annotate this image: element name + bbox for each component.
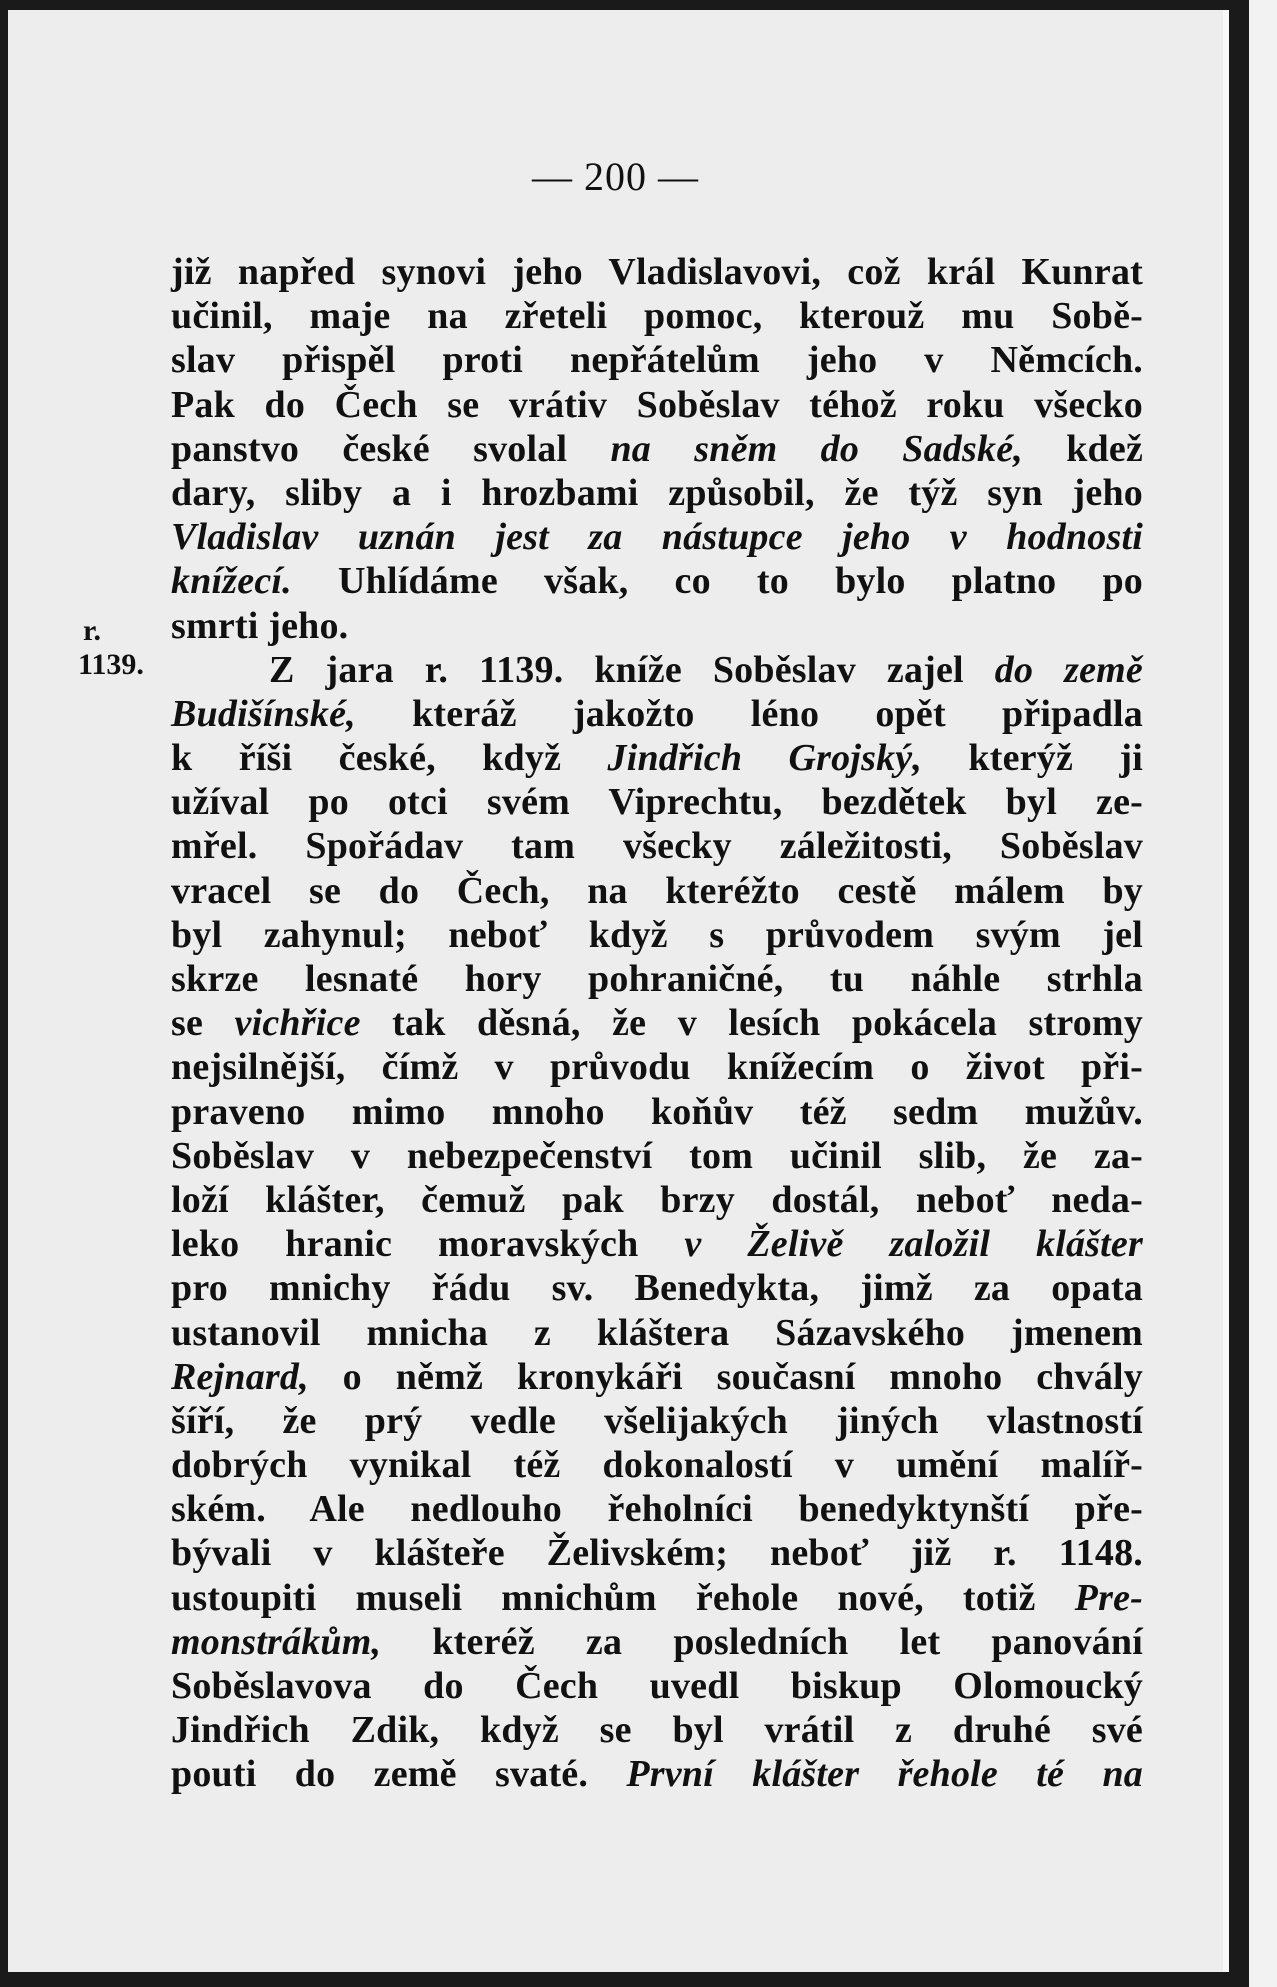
text-line xyxy=(171,383,1143,427)
text-span: dary, sliby a i hrozbami způsobil, že týž syn jeho xyxy=(171,471,1143,514)
italic-span: První klášter řehole té na xyxy=(626,1753,1143,1796)
text-span: mřel. Spořádav tam všecky záležitosti, Soběslav xyxy=(171,825,1143,868)
text-line xyxy=(171,1001,1143,1045)
text-span: kterýž ji xyxy=(922,737,1143,780)
text-span: Soběslav v nebezpečenství tom učinil slib, že za- xyxy=(171,1134,1143,1177)
text-line xyxy=(171,1222,1143,1266)
text-line xyxy=(171,1355,1143,1399)
text-span: kteréž za posledních let panování xyxy=(381,1620,1143,1663)
text-line xyxy=(171,1266,1143,1310)
text-span: praveno mimo mnoho koňův též sedm mužův. xyxy=(171,1090,1143,1133)
text-span: skrze lesnaté hory pohraničné, tu náhle strhla xyxy=(171,958,1143,1000)
text-span: Jindřich Zdik, když se byl vrátil z druhé své xyxy=(171,1709,1143,1752)
italic-span: Vladislav uznán jest za nástupce jeho v hodnosti xyxy=(171,516,1143,559)
text-span: kteráž jakožto léno opět připadla xyxy=(355,692,1143,735)
text-line xyxy=(171,913,1143,957)
text-span: byl zahynul; neboť když s průvodem svým jel xyxy=(171,913,1143,956)
page-edge xyxy=(1249,0,1277,1987)
text-line xyxy=(171,1531,1143,1575)
book-spine-shadow xyxy=(1229,0,1249,1987)
text-span: bývali v klášteře Želivském; neboť již r. 1148. xyxy=(171,1532,1143,1575)
text-span: pro mnichy řádu sv. Benedykta, jimž za opata xyxy=(171,1267,1143,1310)
italic-span: knížecí. xyxy=(171,560,292,603)
text-span: pouti do země svaté. xyxy=(171,1753,627,1796)
text-line xyxy=(171,1045,1143,1089)
text-span: Z jara r. 1139. kníže Soběslav zajel xyxy=(269,648,995,691)
text-line xyxy=(171,515,1143,559)
text-span: Uhlídáme však, co to bylo platno po xyxy=(291,560,1143,603)
text-span: slav přispěl proti nepřátelům jeho v Němcích. xyxy=(171,339,1143,382)
text-span: Soběslavova do Čech uvedl biskup Olomoucký xyxy=(171,1665,1143,1707)
text-line xyxy=(171,471,1143,515)
italic-span: do země xyxy=(994,648,1143,691)
text-line xyxy=(171,559,1143,603)
text-span: se xyxy=(171,1002,235,1045)
text-line xyxy=(171,1576,1143,1620)
text-line xyxy=(171,780,1143,824)
italic-span: Rejnard, xyxy=(171,1355,309,1398)
text-line xyxy=(171,736,1143,780)
text-span: dobrých vynikal též dokonalostí v umění malíř- xyxy=(171,1444,1143,1487)
text-span: k říši české, když xyxy=(171,737,608,780)
book-page xyxy=(8,10,1229,1972)
text-line xyxy=(171,1311,1143,1355)
italic-span: Jindřich Grojský, xyxy=(607,737,923,780)
italic-span: v Želivě založil klášter xyxy=(684,1223,1143,1266)
text-line xyxy=(171,1487,1143,1531)
text-line xyxy=(171,294,1143,338)
body-text xyxy=(171,250,1143,1797)
italic-span: na sněm do Sadské, xyxy=(610,427,1023,470)
text-line xyxy=(171,1090,1143,1134)
margin-note-year: 1139. xyxy=(78,648,144,681)
text-line xyxy=(171,338,1143,382)
text-line xyxy=(171,1399,1143,1443)
text-span: o němž kronykáři současní mnoho chvály xyxy=(308,1355,1143,1398)
text-line xyxy=(171,1664,1143,1708)
italic-span: vichřice xyxy=(234,1002,361,1045)
text-span: ustoupiti museli mnichům řehole nové, totiž xyxy=(171,1576,1075,1619)
margin-note-r: r. xyxy=(83,614,102,647)
text-span: tak děsná, že v lesích pokácela stromy xyxy=(360,1002,1143,1045)
text-line xyxy=(171,1708,1143,1752)
text-span: Pak do Čech se vrátiv Soběslav téhož roku všecko xyxy=(171,383,1143,426)
italic-span: Pre- xyxy=(1074,1576,1143,1619)
text-line xyxy=(171,692,1143,736)
text-line xyxy=(171,1134,1143,1178)
text-span: již napřed synovi jeho Vladislavovi, což král Kunrat xyxy=(171,251,1143,293)
text-line xyxy=(171,1443,1143,1487)
text-line xyxy=(171,869,1143,913)
text-span: smrti jeho. xyxy=(171,604,349,647)
text-line xyxy=(171,1620,1143,1664)
text-line xyxy=(171,957,1143,1001)
text-span: ustanovil mnicha z kláštera Sázavského jmenem xyxy=(171,1311,1143,1354)
text-span: panstvo české svolal xyxy=(171,427,611,470)
text-span: loží klášter, čemuž pak brzy dostál, neboť neda- xyxy=(171,1178,1143,1221)
text-line xyxy=(171,1178,1143,1222)
text-line xyxy=(171,824,1143,868)
text-line xyxy=(171,604,1143,648)
text-line xyxy=(171,427,1143,471)
text-span: vracel se do Čech, na kteréžto cestě málem by xyxy=(171,869,1143,912)
text-line xyxy=(171,1752,1143,1796)
text-span: kdež xyxy=(1022,427,1144,470)
text-line xyxy=(171,648,1143,692)
text-line xyxy=(171,250,1143,294)
italic-span: Budišínské, xyxy=(171,692,356,735)
text-span: učinil, maje na zřeteli pomoc, kterouž mu Sobě- xyxy=(171,295,1143,338)
text-span: nejsilnější, čímž v průvodu knížecím o život při- xyxy=(171,1046,1143,1089)
text-span: leko hranic moravských xyxy=(171,1223,685,1266)
text-span: šíří, že prý vedle všelijakých jiných vlastností xyxy=(171,1399,1143,1442)
text-span: ském. Ale nedlouho řeholníci benedyktynští pře- xyxy=(171,1488,1143,1531)
italic-span: monstrákům, xyxy=(171,1620,382,1663)
text-span: užíval po otci svém Viprechtu, bezdětek byl ze- xyxy=(171,781,1143,824)
page-number: — 200 — xyxy=(532,154,699,199)
